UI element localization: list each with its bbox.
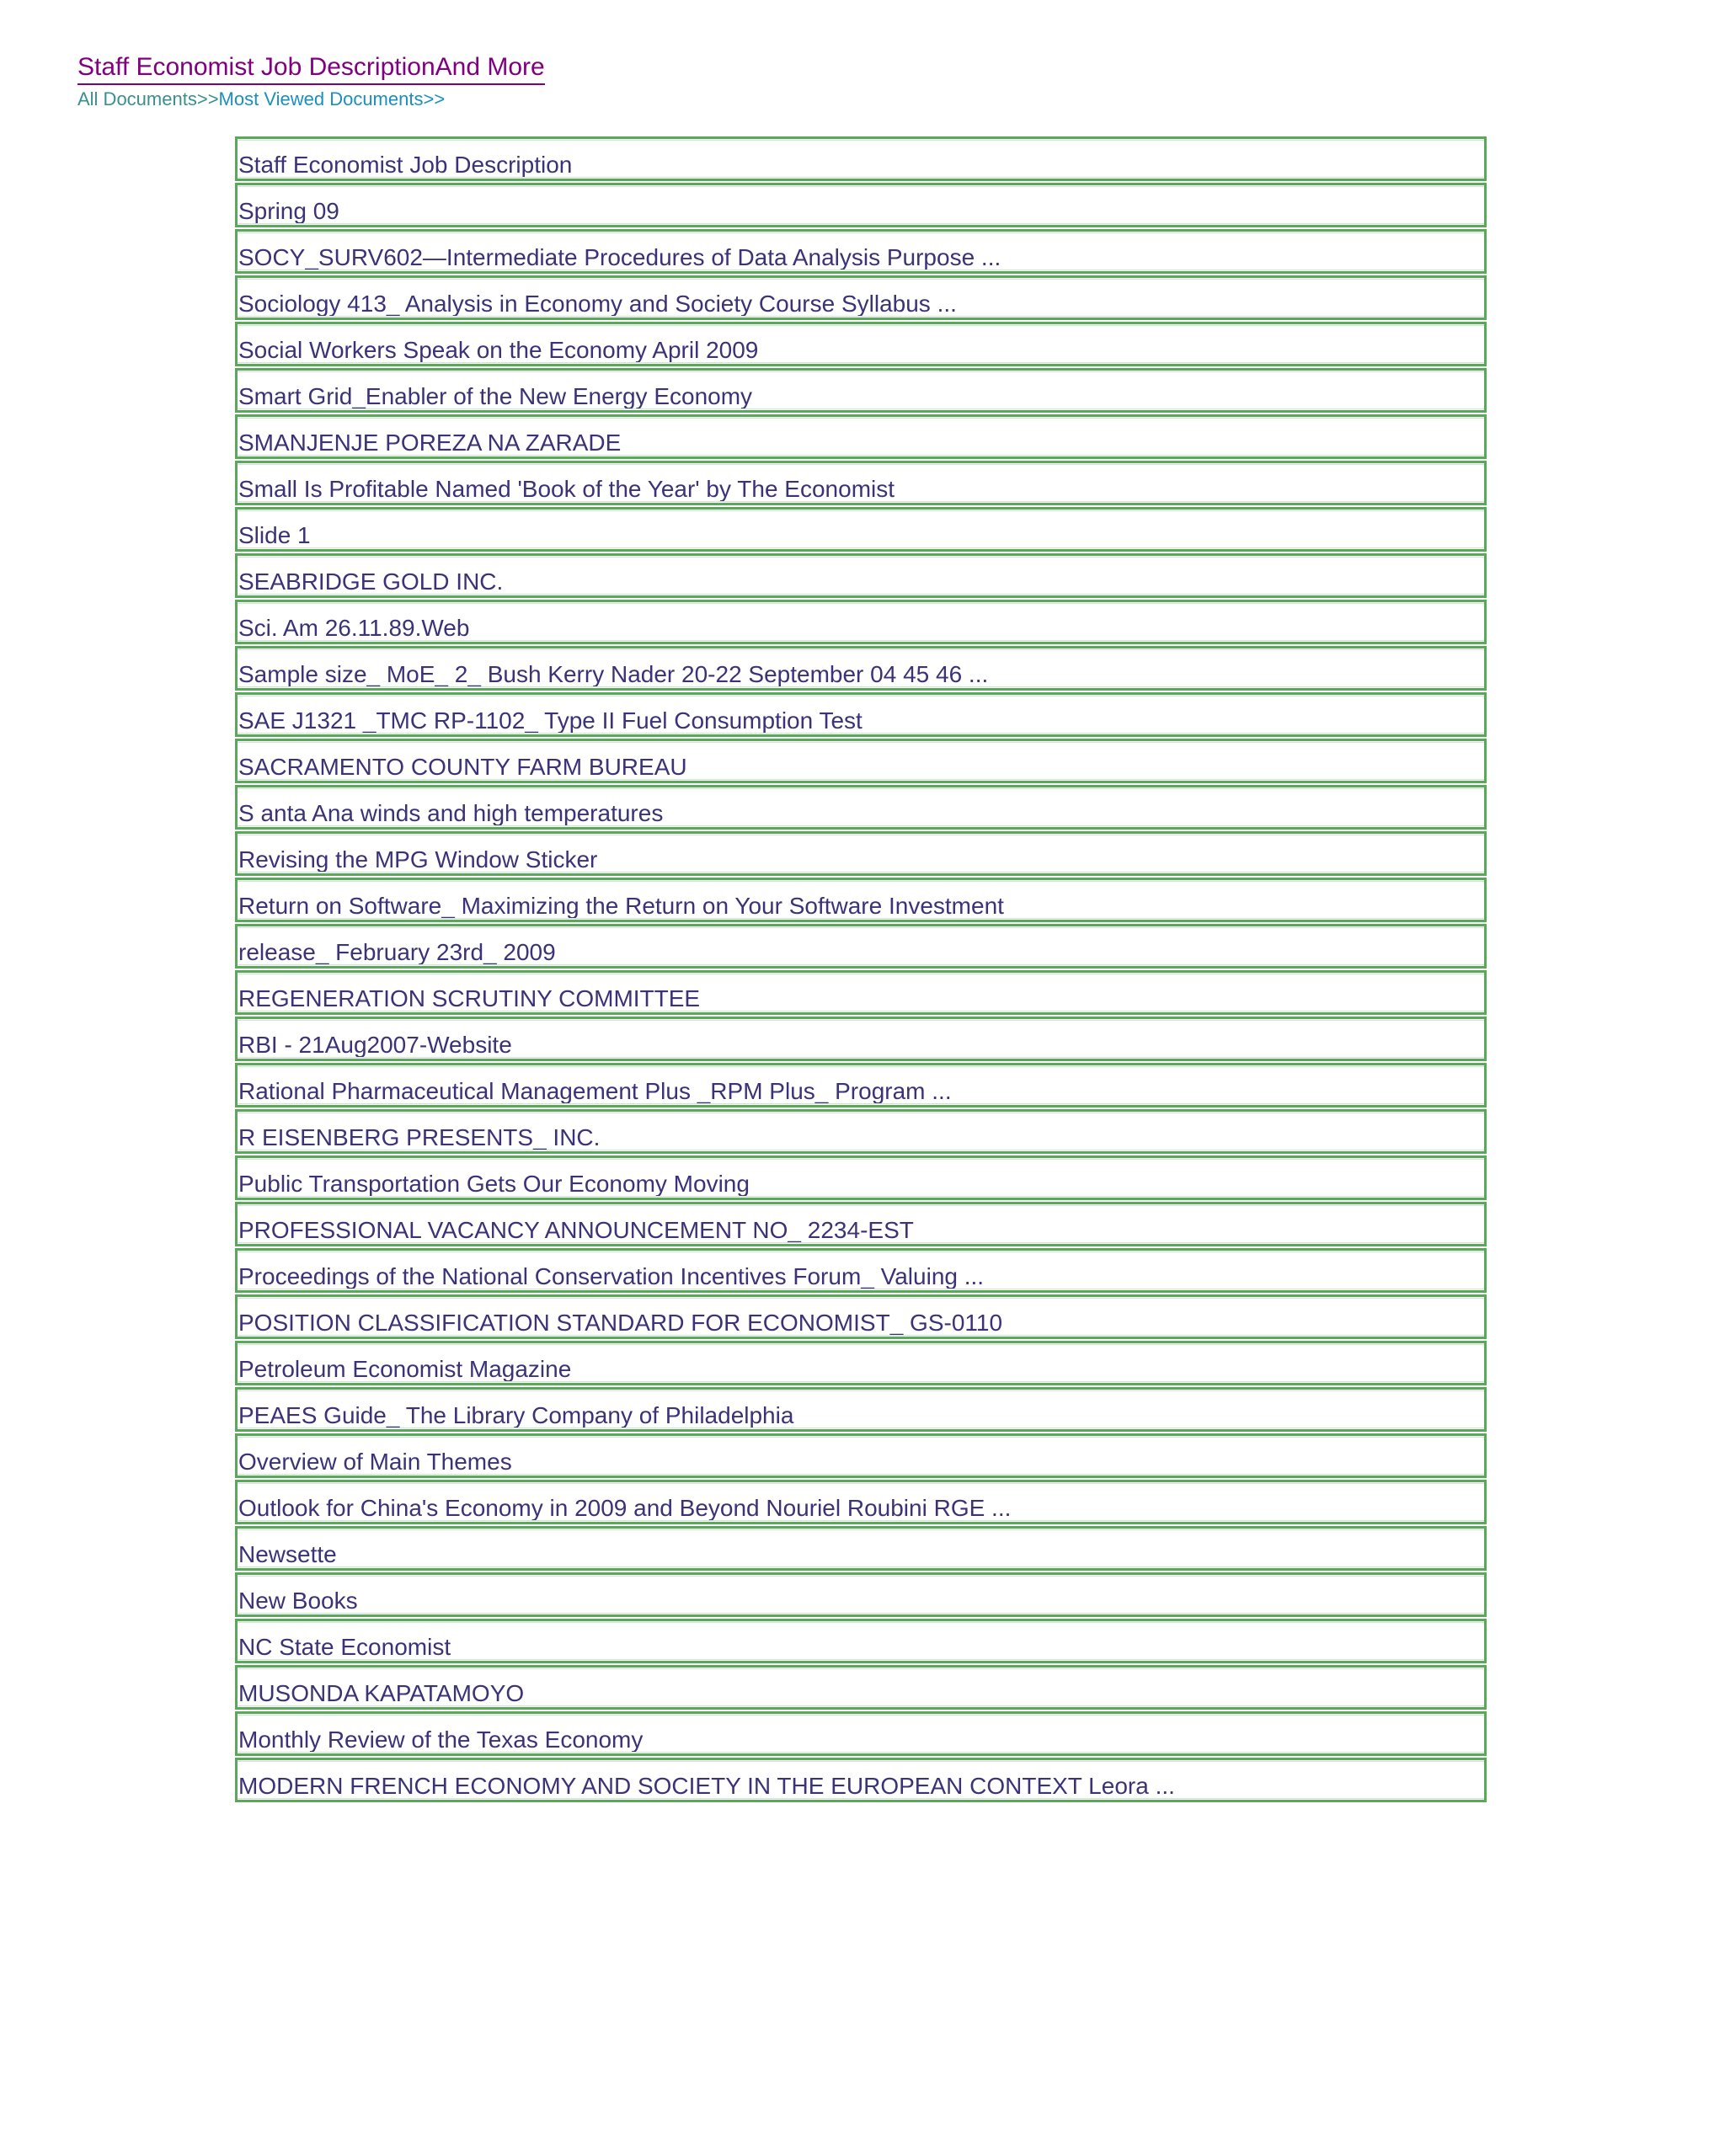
document-link[interactable]: Proceedings of the National Conservation Incentives Forum_ Valuing ...: [238, 1263, 985, 1289]
document-list-item: [235, 1248, 1487, 1293]
document-list-item: [235, 1341, 1487, 1385]
document-link[interactable]: Small Is Profitable Named 'Book of the Year' by The Economist: [238, 476, 895, 502]
document-list-item: [235, 1294, 1487, 1339]
document-link[interactable]: Slide 1: [238, 522, 311, 548]
document-link[interactable]: S anta Ana winds and high temperatures: [238, 800, 664, 826]
document-list-item: [235, 970, 1487, 1015]
breadcrumb-separator: >>: [423, 88, 446, 109]
document-link[interactable]: SEABRIDGE GOLD INC.: [238, 568, 504, 595]
document-list-item: [235, 1526, 1487, 1571]
document-link[interactable]: Public Transportation Gets Our Economy Moving: [238, 1171, 750, 1197]
document-link[interactable]: PEAES Guide_ The Library Company of Philadelphia: [238, 1402, 794, 1428]
document-list-item: [235, 183, 1487, 227]
document-link[interactable]: Return on Software_ Maximizing the Return on Your Software Investment: [238, 893, 1004, 919]
document-list-item: [235, 136, 1487, 181]
document-list-item: [235, 924, 1487, 969]
document-link[interactable]: New Books: [238, 1588, 358, 1614]
document-list-item: [235, 646, 1487, 691]
breadcrumb: [77, 88, 545, 110]
document-link[interactable]: Sociology 413_ Analysis in Economy and Society Course Syllabus ...: [238, 291, 957, 317]
document-list-item: [235, 1619, 1487, 1663]
document-list-item: [235, 1109, 1487, 1154]
document-link[interactable]: MUSONDA KAPATAMOYO: [238, 1680, 525, 1706]
document-list-item: [235, 1758, 1487, 1802]
document-link[interactable]: Smart Grid_Enabler of the New Energy Economy: [238, 383, 753, 409]
document-list-item: [235, 739, 1487, 783]
document-link[interactable]: SAE J1321 _TMC RP-1102_ Type II Fuel Consumption Test: [238, 707, 862, 734]
document-list-item: [235, 229, 1487, 274]
document-list-item: [235, 1387, 1487, 1432]
document-list-item: [235, 461, 1487, 505]
document-list: [235, 136, 1487, 1804]
document-list-item: [235, 322, 1487, 366]
document-list-item: [235, 1202, 1487, 1246]
document-link[interactable]: SOCY_SURV602—Intermediate Procedures of Data Analysis Purpose ...: [238, 244, 1001, 270]
document-list-item: [235, 1433, 1487, 1478]
document-list-item: [235, 1155, 1487, 1200]
document-link[interactable]: SMANJENJE POREZA NA ZARADE: [238, 430, 622, 456]
document-list-item: [235, 1017, 1487, 1061]
document-link[interactable]: MODERN FRENCH ECONOMY AND SOCIETY IN THE EUROPEAN CONTEXT Leora ...: [238, 1773, 1175, 1799]
document-list-item: [235, 275, 1487, 320]
document-list-item: [235, 1572, 1487, 1617]
document-link[interactable]: Revising the MPG Window Sticker: [238, 846, 598, 873]
document-link[interactable]: Rational Pharmaceutical Management Plus _RPM Plus_ Program ...: [238, 1078, 952, 1104]
document-list-item: [235, 692, 1487, 737]
document-list-item: [235, 1711, 1487, 1756]
document-link[interactable]: RBI - 21Aug2007-Website: [238, 1032, 512, 1058]
document-list-item: [235, 1063, 1487, 1107]
document-link[interactable]: Social Workers Speak on the Economy April 2009: [238, 337, 759, 363]
document-list-item: [235, 507, 1487, 552]
document-list-item: [235, 414, 1487, 459]
document-list-item: [235, 553, 1487, 598]
breadcrumb-most-viewed[interactable]: Most Viewed Documents: [218, 88, 424, 109]
document-link[interactable]: REGENERATION SCRUTINY COMMITTEE: [238, 985, 701, 1011]
breadcrumb-all-documents[interactable]: All Documents: [77, 88, 197, 109]
document-link[interactable]: Spring 09: [238, 198, 339, 224]
document-list-item: [235, 831, 1487, 876]
document-link[interactable]: R EISENBERG PRESENTS_ INC.: [238, 1124, 601, 1150]
document-list-item: [235, 785, 1487, 830]
document-link[interactable]: POSITION CLASSIFICATION STANDARD FOR ECONOMIST_ GS-0110: [238, 1310, 1003, 1336]
document-list-item: [235, 368, 1487, 413]
document-link[interactable]: PROFESSIONAL VACANCY ANNOUNCEMENT NO_ 2234-EST: [238, 1217, 914, 1243]
page-header: [77, 52, 545, 110]
document-link[interactable]: NC State Economist: [238, 1634, 451, 1660]
document-link[interactable]: Sci. Am 26.11.89.Web: [238, 615, 470, 641]
document-link[interactable]: Overview of Main Themes: [238, 1449, 512, 1475]
document-link[interactable]: Sample size_ MoE_ 2_ Bush Kerry Nader 20-22 September 04 45 46 ...: [238, 661, 989, 687]
page-title-link[interactable]: Staff Economist Job DescriptionAnd More: [77, 52, 545, 85]
document-link[interactable]: Outlook for China's Economy in 2009 and Beyond Nouriel Roubini RGE ...: [238, 1495, 1012, 1521]
document-link[interactable]: SACRAMENTO COUNTY FARM BUREAU: [238, 754, 687, 780]
document-link[interactable]: Monthly Review of the Texas Economy: [238, 1726, 644, 1753]
document-list-item: [235, 600, 1487, 644]
document-link[interactable]: Staff Economist Job Description: [238, 152, 573, 178]
document-link[interactable]: Petroleum Economist Magazine: [238, 1356, 572, 1382]
breadcrumb-separator: >>: [196, 88, 219, 109]
document-list-item: [235, 1665, 1487, 1710]
document-list-item: [235, 1480, 1487, 1524]
document-list-item: [235, 878, 1487, 922]
document-link[interactable]: Newsette: [238, 1541, 337, 1567]
document-link[interactable]: release_ February 23rd_ 2009: [238, 939, 556, 965]
